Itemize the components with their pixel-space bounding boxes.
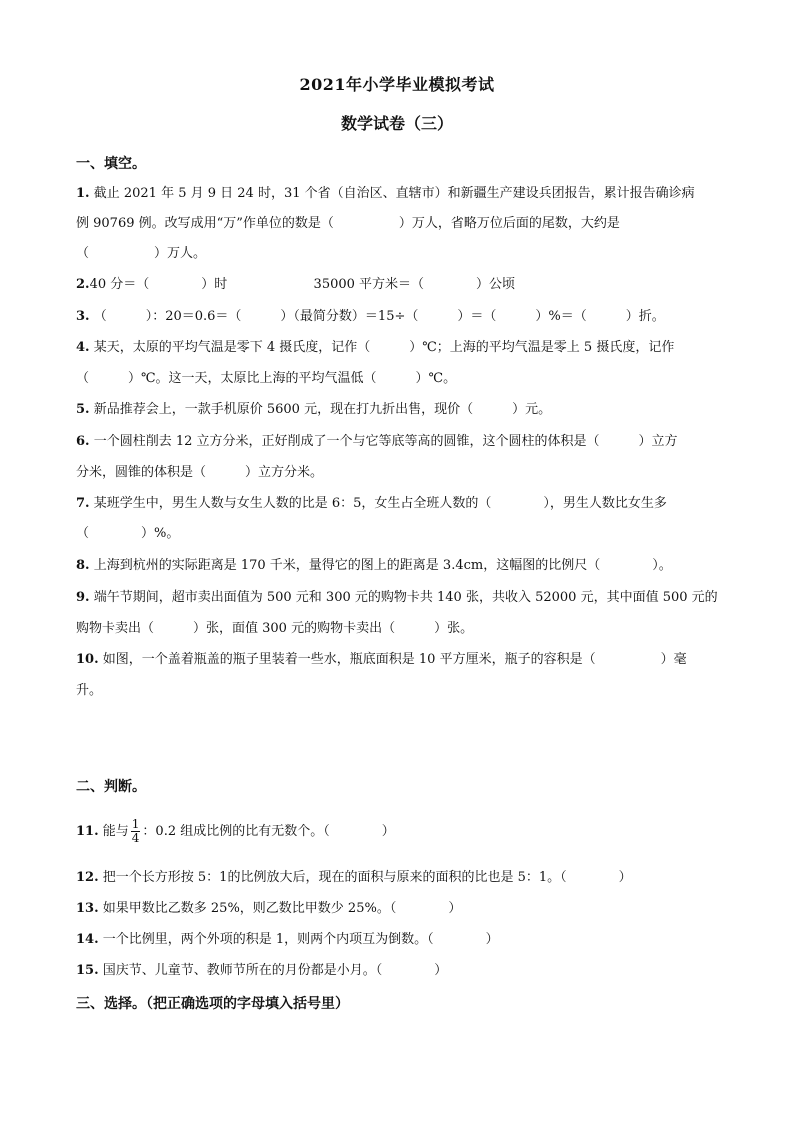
question-text: （ ）：20＝0.6＝（ ）（最简分数）＝15÷（ ）＝（ ）%＝（ ）折。 <box>93 309 665 324</box>
exam-title: 2021年小学毕业模拟考试 <box>299 75 495 94</box>
question-number: 13. <box>76 901 99 916</box>
question-13 <box>76 900 461 918</box>
question-text: 如图，一个盖着瓶盖的瓶子里装着一些水，瓶底面积是 10 平方厘米，瓶子的容积是（ ）毫 <box>102 652 687 667</box>
question-14 <box>76 931 499 949</box>
question-7-line-1 <box>76 495 667 513</box>
question-10-line-1 <box>76 651 687 669</box>
question-number: 12. <box>76 870 99 885</box>
question-number: 10. <box>76 652 99 667</box>
question-5 <box>76 401 551 419</box>
question-number: 8. <box>76 558 90 573</box>
question-number: 11. <box>76 824 99 839</box>
question-2-part-b: 35000 平方米＝（ ）公顷 <box>313 277 516 292</box>
question-9-line-1 <box>76 589 718 607</box>
question-text-post: ：0.2 组成比例的比有无数个。（ ） <box>142 824 395 839</box>
question-10-line-2: 升。 <box>76 683 103 698</box>
question-text: 某天，太原的平均气温是零下 4 摄氏度，记作（ ）℃；上海的平均气温是零上 5 摄氏度，记作 <box>93 340 675 355</box>
section-choose-heading: 三、选择。（把正确选项的字母填入括号里） <box>76 996 349 1012</box>
question-number: 9. <box>76 590 90 605</box>
question-number: 1. <box>76 186 90 201</box>
question-text: 某班学生中，男生人数与女生人数的比是 6：5，女生占全班人数的（ ），男生人数比女生多 <box>93 496 667 511</box>
question-number: 5. <box>76 402 90 417</box>
question-4-line-2: （ ）℃。这一天，太原比上海的平均气温低（ ）℃。 <box>76 371 457 386</box>
question-text: 把一个长方形按 5：1的比例放大后，现在的面积与原来的面积的比也是 5：1。（ ） <box>102 870 632 885</box>
section-fill-heading: 一、填空。 <box>76 156 146 172</box>
question-2 <box>76 276 515 294</box>
question-12 <box>76 869 632 887</box>
fraction-one-quarter <box>131 818 141 845</box>
question-number: 7. <box>76 496 90 511</box>
question-1-line-2: 例 90769 例。改写成用“万”作单位的数是（ ）万人，省略万位后面的尾数，大约是 <box>76 216 620 231</box>
question-text: 一个比例里，两个外项的积是 1，则两个内项互为倒数。（ ） <box>102 932 499 947</box>
question-7-line-2: （ ）%。 <box>76 526 180 541</box>
question-text: 端午节期间，超市卖出面值为 500 元和 300 元的购物卡共 140 张，共收入 52000 元，其中面值 500 元的 <box>93 590 718 605</box>
question-9-line-2: 购物卡卖出（ ）张，面值 300 元的购物卡卖出（ ）张。 <box>76 621 474 636</box>
fraction-denominator: 4 <box>131 831 140 845</box>
question-text: 一个圆柱削去 12 立方分米，正好削成了一个与它等底等高的圆锥，这个圆柱的体积是（ ）立方 <box>93 434 678 449</box>
section-judge-heading: 二、判断。 <box>76 779 146 795</box>
question-number: 14. <box>76 932 99 947</box>
question-4-line-1 <box>76 339 674 357</box>
question-8 <box>76 557 672 575</box>
question-text-pre: 能与 <box>102 824 129 839</box>
question-text: 如果甲数比乙数多 25%，则乙数比甲数少 25%。（ ） <box>102 901 462 916</box>
exam-subtitle: 数学试卷（三） <box>340 114 453 133</box>
question-6-line-1 <box>76 433 678 451</box>
question-text: 国庆节、儿童节、教师节所在的月份都是小月。（ ） <box>102 963 448 978</box>
question-15 <box>76 962 447 980</box>
question-number: 2. <box>76 277 90 292</box>
question-number: 3. <box>76 309 90 324</box>
question-1-line-3: （ ）万人。 <box>76 246 207 261</box>
question-3 <box>76 308 665 326</box>
question-text: 截止 2021 年 5 月 9 日 24 时，31 个省（自治区、直辖市）和新疆生产建设兵团报告，累计报告确诊病 <box>93 186 695 201</box>
question-number: 15. <box>76 963 99 978</box>
question-2-part-a: 40 分＝（ ）时 <box>89 277 228 292</box>
fraction-numerator: 1 <box>131 817 140 831</box>
question-11 <box>76 818 395 845</box>
question-number: 4. <box>76 340 90 355</box>
question-6-line-2: 分米，圆锥的体积是（ ）立方分米。 <box>76 465 324 480</box>
question-text: 新品推荐会上，一款手机原价 5600 元，现在打九折出售，现价（ ）元。 <box>93 402 552 417</box>
question-number: 6. <box>76 434 90 449</box>
question-1-line-1 <box>76 185 695 203</box>
question-text: 上海到杭州的实际距离是 170 千米，量得它的图上的距离是 3.4cm，这幅图的比例尺（ ）。 <box>93 558 672 573</box>
